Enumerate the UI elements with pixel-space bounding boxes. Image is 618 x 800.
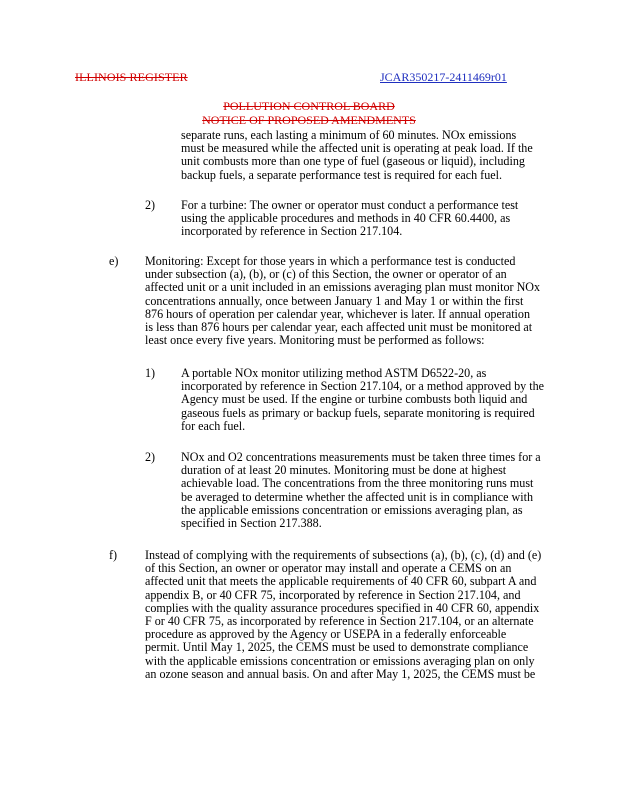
text-line: appendix B, or 40 CFR 75, incorporated by reference in Section 217.104, and — [145, 587, 521, 602]
text-line: concentrations annually, once between January 1 and May 1 or within the first — [145, 293, 524, 308]
continuation-paragraph — [181, 129, 533, 182]
text-line: for each fuel. — [181, 418, 246, 433]
item-e2-paragraph — [181, 451, 541, 530]
text-line: affected unit that meets the applicable requirements of 40 CFR 60, subpart A and — [145, 574, 537, 589]
item-marker: e) — [109, 254, 119, 268]
text-line: duration of at least 20 minutes. Monitoring must be done at highest — [181, 463, 507, 478]
text-line: Monitoring: Except for those years in which a performance test is conducted — [145, 254, 516, 268]
text-line: under subsection (a), (b), or (c) of this Section, the owner or operator of an — [145, 267, 507, 282]
text-line: with the applicable emissions concentration or emissions averaging plan on only — [145, 653, 535, 668]
notice-header: NOTICE OF PROPOSED AMENDMENTS — [202, 113, 416, 127]
text-line: separate runs, each lasting a minimum of 60 minutes. NOx emissions — [181, 128, 517, 142]
text-line: affected unit or a unit included in an emissions averaging plan must monitor NOx — [145, 280, 541, 295]
text-line: 876 hours of operation per calendar year, whichever is later. If annual operation — [145, 306, 531, 321]
text-line: For a turbine: The owner or operator must conduct a performance test — [181, 198, 519, 212]
text-line: Instead of complying with the requirements of subsections (a), (b), (c), (d) and (e) — [145, 548, 542, 562]
text-line: Agency must be used. If the engine or turbine combusts both liquid and — [181, 392, 528, 407]
text-line: incorporated by reference in Section 217.104. — [181, 224, 403, 239]
text-line: an ozone season and annual basis. On and after May 1, 2025, the CEMS must be — [145, 666, 536, 681]
item-marker: 1) — [145, 366, 156, 380]
text-line: complies with the quality assurance procedures specified in 40 CFR 60, appendix — [145, 600, 540, 615]
text-line: NOx and O2 concentrations measurements must be taken three times for a — [181, 450, 541, 464]
agency-header: POLLUTION CONTROL BOARD — [223, 99, 395, 113]
item-e1-paragraph — [181, 367, 544, 433]
text-line: specified in Section 217.388. — [181, 516, 322, 531]
item-d2-paragraph — [181, 199, 518, 239]
text-line: unit combusts more than one type of fuel (gaseous or liquid), including — [181, 154, 525, 169]
text-line: F or 40 CFR 75, as incorporated by reference in Section 217.104, or an alternate — [145, 614, 534, 629]
jcar-code: JCAR350217-2411469r01 — [380, 70, 507, 84]
text-line: the applicable emissions concentration or emissions averaging plan, as — [181, 502, 523, 517]
text-line: achievable load. The concentrations from the three monitoring runs must — [181, 476, 534, 491]
text-line: using the applicable procedures and methods in 40 CFR 60.4400, as — [181, 211, 511, 226]
text-line: is less than 876 hours per calendar year, each affected unit must be monitored at — [145, 320, 533, 335]
item-marker: 2) — [145, 198, 156, 212]
text-line: gaseous fuels as primary or backup fuels, separate monitoring is required — [181, 405, 535, 420]
text-line: A portable NOx monitor utilizing method ASTM D6522-20, as — [181, 366, 487, 380]
text-line: permit. Until May 1, 2025, the CEMS must be used to demonstrate compliance — [145, 640, 529, 655]
item-marker: f) — [109, 548, 118, 562]
text-line: of this Section, an owner or operator may install and operate a CEMS on an — [145, 561, 512, 576]
text-line: least once every five years. Monitoring must be performed as follows: — [145, 333, 485, 348]
register-header: ILLINOIS REGISTER — [75, 70, 188, 84]
text-line: backup fuels, a separate performance test is required for each fuel. — [181, 167, 502, 182]
text-line: procedure as approved by the Agency or USEPA in a federally enforceable — [145, 627, 507, 642]
item-f-paragraph — [145, 549, 541, 681]
text-line: be averaged to determine whether the affected unit is in compliance with — [181, 489, 534, 504]
item-marker: 2) — [145, 450, 156, 464]
item-e-paragraph — [145, 255, 540, 347]
text-line: must be measured while the affected unit is operating at peak load. If the — [181, 141, 533, 156]
text-line: incorporated by reference in Section 217.104, or a method approved by the — [181, 379, 545, 394]
